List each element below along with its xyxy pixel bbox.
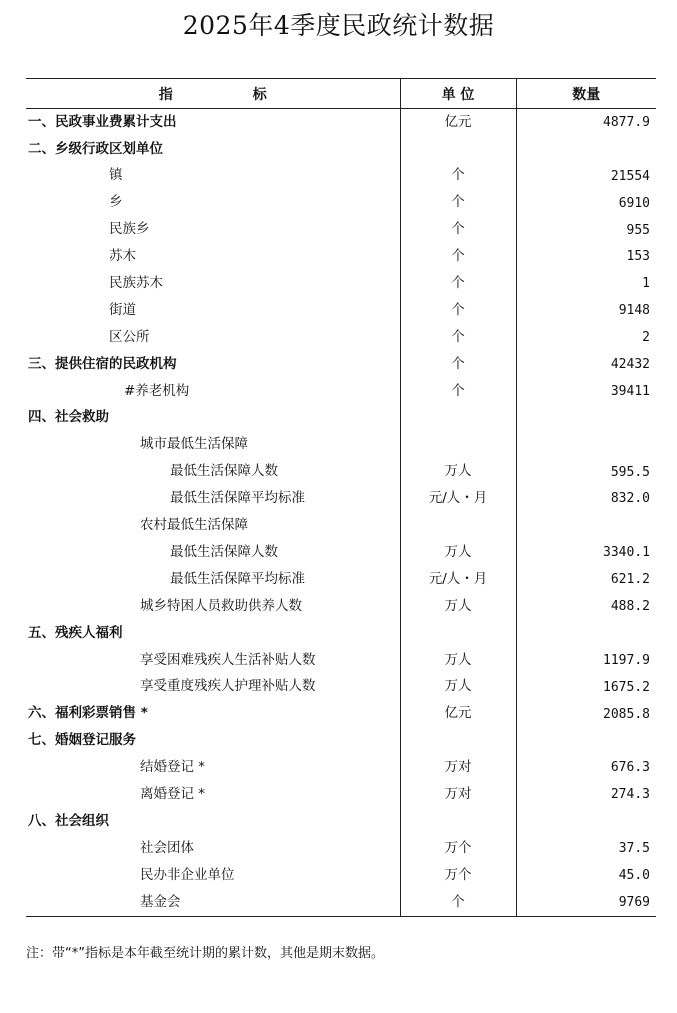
table-row <box>26 217 656 244</box>
row-unit: 个 <box>400 378 516 405</box>
row-name: 二、乡级行政区划单位 <box>28 140 163 157</box>
row-value: 1197.9 <box>516 647 656 674</box>
row-name: 六、福利彩票销售 * <box>28 705 148 722</box>
table-row <box>26 243 656 270</box>
row-unit: 个 <box>400 163 516 190</box>
row-value <box>516 512 656 539</box>
row-value: 832.0 <box>516 485 656 512</box>
row-unit: 万个 <box>400 835 516 862</box>
table-row <box>26 754 656 781</box>
row-unit: 个 <box>400 190 516 217</box>
row-unit: 万人 <box>400 459 516 486</box>
table-row <box>26 190 656 217</box>
row-unit: 万人 <box>400 674 516 701</box>
row-name: 结婚登记 * <box>140 759 206 776</box>
row-value: 274.3 <box>516 781 656 808</box>
footnote: 注：带“*”指标是本年截至统计期的累计数，其他是期末数据。 <box>26 946 384 961</box>
row-name: 享受困难残疾人生活补贴人数 <box>140 651 316 668</box>
row-unit: 个 <box>400 351 516 378</box>
row-unit: 万人 <box>400 593 516 620</box>
header-indicator-char-2: 标 <box>252 86 267 103</box>
column-header-quantity <box>516 79 656 109</box>
table-row <box>26 539 656 566</box>
row-value: 3340.1 <box>516 539 656 566</box>
column-header-indicator <box>26 79 400 109</box>
table-row <box>26 512 656 539</box>
row-name: 三、提供住宿的民政机构 <box>28 355 177 372</box>
row-name: 城乡特困人员救助供养人数 <box>140 597 302 614</box>
table-row <box>26 324 656 351</box>
table-row <box>26 835 656 862</box>
table-row <box>26 459 656 486</box>
row-value: 21554 <box>516 163 656 190</box>
table-row <box>26 727 656 754</box>
row-name: 乡 <box>109 194 123 211</box>
row-name: 苏木 <box>109 248 136 265</box>
row-unit <box>400 136 516 163</box>
table-row <box>26 405 656 432</box>
row-value <box>516 432 656 459</box>
row-value: 2 <box>516 324 656 351</box>
row-name: #养老机构 <box>124 382 190 399</box>
row-name: 民族乡 <box>109 221 150 238</box>
row-value: 37.5 <box>516 835 656 862</box>
table-row <box>26 297 656 324</box>
row-unit <box>400 620 516 647</box>
row-value <box>516 405 656 432</box>
row-value: 1675.2 <box>516 674 656 701</box>
row-name: 四、社会救助 <box>28 409 109 426</box>
row-value: 9769 <box>516 889 656 916</box>
row-unit: 万人 <box>400 647 516 674</box>
row-unit <box>400 512 516 539</box>
row-name: 民办非企业单位 <box>140 866 235 883</box>
table-row <box>26 674 656 701</box>
header-quantity-char-1: 数 <box>572 86 587 103</box>
row-unit: 万对 <box>400 781 516 808</box>
column-header-unit: 单 位 <box>400 79 516 109</box>
row-value: 676.3 <box>516 754 656 781</box>
row-value: 9148 <box>516 297 656 324</box>
row-unit: 个 <box>400 297 516 324</box>
table-row <box>26 701 656 728</box>
row-value: 2085.8 <box>516 701 656 728</box>
table-row <box>26 485 656 512</box>
row-value: 153 <box>516 243 656 270</box>
row-value <box>516 136 656 163</box>
row-name: 农村最低生活保障 <box>140 517 248 534</box>
row-value: 488.2 <box>516 593 656 620</box>
row-unit <box>400 405 516 432</box>
row-unit: 个 <box>400 270 516 297</box>
row-unit: 亿元 <box>400 701 516 728</box>
row-value: 1 <box>516 270 656 297</box>
row-name: 区公所 <box>109 328 150 345</box>
row-name: 最低生活保障平均标准 <box>170 490 305 507</box>
row-name: 五、残疾人福利 <box>28 624 123 641</box>
row-value <box>516 808 656 835</box>
table-row <box>26 620 656 647</box>
row-name: 八、社会组织 <box>28 812 109 829</box>
row-value: 4877.9 <box>516 109 656 136</box>
table-row <box>26 808 656 835</box>
row-name: 离婚登记 * <box>140 785 206 802</box>
row-name: 享受重度残疾人护理补贴人数 <box>140 678 316 695</box>
table-row <box>26 647 656 674</box>
table-row <box>26 593 656 620</box>
row-value: 6910 <box>516 190 656 217</box>
row-unit <box>400 432 516 459</box>
row-unit: 万对 <box>400 754 516 781</box>
row-value: 595.5 <box>516 459 656 486</box>
table-row <box>26 109 656 136</box>
row-name: 基金会 <box>140 893 181 910</box>
table-row <box>26 163 656 190</box>
row-name: 镇 <box>109 167 123 184</box>
row-unit: 元/人・月 <box>400 566 516 593</box>
row-unit: 个 <box>400 889 516 916</box>
row-value: 955 <box>516 217 656 244</box>
row-unit: 万人 <box>400 539 516 566</box>
table-row <box>26 351 656 378</box>
row-name: 城市最低生活保障 <box>140 436 248 453</box>
table-row <box>26 781 656 808</box>
row-value: 42432 <box>516 351 656 378</box>
table-row <box>26 566 656 593</box>
statistics-table <box>26 78 656 917</box>
header-indicator-char-1: 指 <box>158 86 173 103</box>
row-name: 最低生活保障平均标准 <box>170 570 305 587</box>
row-value: 39411 <box>516 378 656 405</box>
row-unit: 个 <box>400 324 516 351</box>
table-row <box>26 136 656 163</box>
row-name: 一、民政事业费累计支出 <box>28 113 177 130</box>
row-value <box>516 620 656 647</box>
table-row <box>26 889 656 916</box>
row-name: 民族苏木 <box>109 275 163 292</box>
row-unit: 亿元 <box>400 109 516 136</box>
table-header-row <box>26 79 656 109</box>
row-value: 621.2 <box>516 566 656 593</box>
row-unit: 元/人・月 <box>400 485 516 512</box>
row-unit <box>400 808 516 835</box>
row-name: 七、婚姻登记服务 <box>28 732 136 749</box>
table-row <box>26 270 656 297</box>
row-value: 45.0 <box>516 862 656 889</box>
header-quantity-char-2: 量 <box>586 86 601 103</box>
row-name: 最低生活保障人数 <box>170 543 278 560</box>
table-row <box>26 862 656 889</box>
row-unit: 万个 <box>400 862 516 889</box>
table-row <box>26 432 656 459</box>
page-title: 2025年4季度民政统计数据 <box>182 11 495 40</box>
row-unit: 个 <box>400 217 516 244</box>
row-name: 社会团体 <box>140 839 194 856</box>
row-value <box>516 727 656 754</box>
row-unit <box>400 727 516 754</box>
row-unit: 个 <box>400 243 516 270</box>
row-name: 街道 <box>109 301 136 318</box>
table-row <box>26 378 656 405</box>
row-name: 最低生活保障人数 <box>170 463 278 480</box>
